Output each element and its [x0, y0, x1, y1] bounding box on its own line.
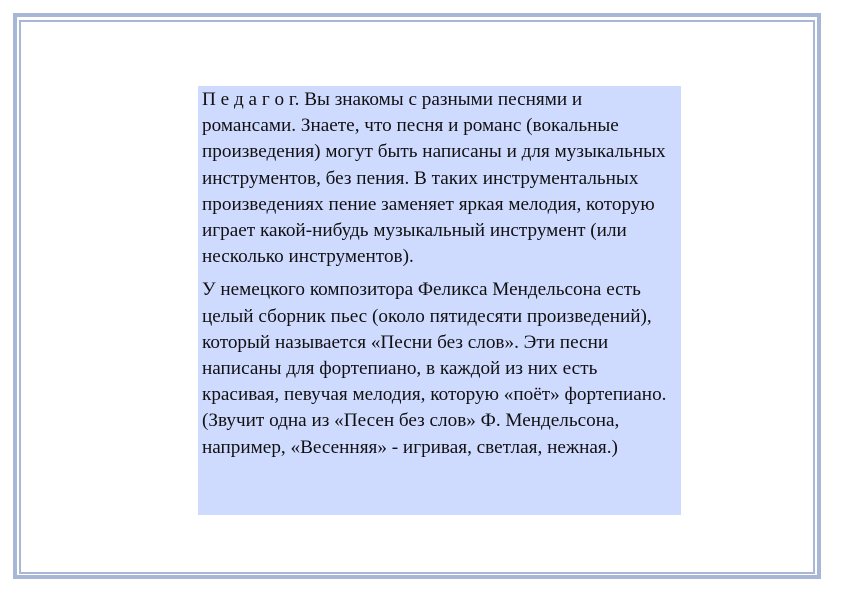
speaker-label: П е д а г о г. — [202, 89, 300, 110]
slide-text-box — [198, 86, 681, 515]
paragraph-2: У немецкого композитора Феликса Мендельсона есть целый сборник пьес (около пятидесяти произведений), который называется «Песни без слов». Эти песни написаны для фортепиано, в каждой из них есть красивая, певучая мелодия, которую «поёт» фортепиано. (Звучит одна из «Песен без слов» Ф. Мендельсона, например, «Весенняя» - игривая, светлая, нежная.) — [202, 279, 667, 458]
paragraph-1 — [202, 87, 677, 270]
paragraph-1-text: Вы знакомы с разными песнями и романсами. Знаете, что песня и романс (вокальные произведения) могут быть написаны и для музыкальных инструментов, без пения. В таких инструментальных произведениях пение заменяет яркая мелодия, которую играет какой-нибудь музыкальный инструмент (или несколько инструментов). — [202, 89, 666, 268]
